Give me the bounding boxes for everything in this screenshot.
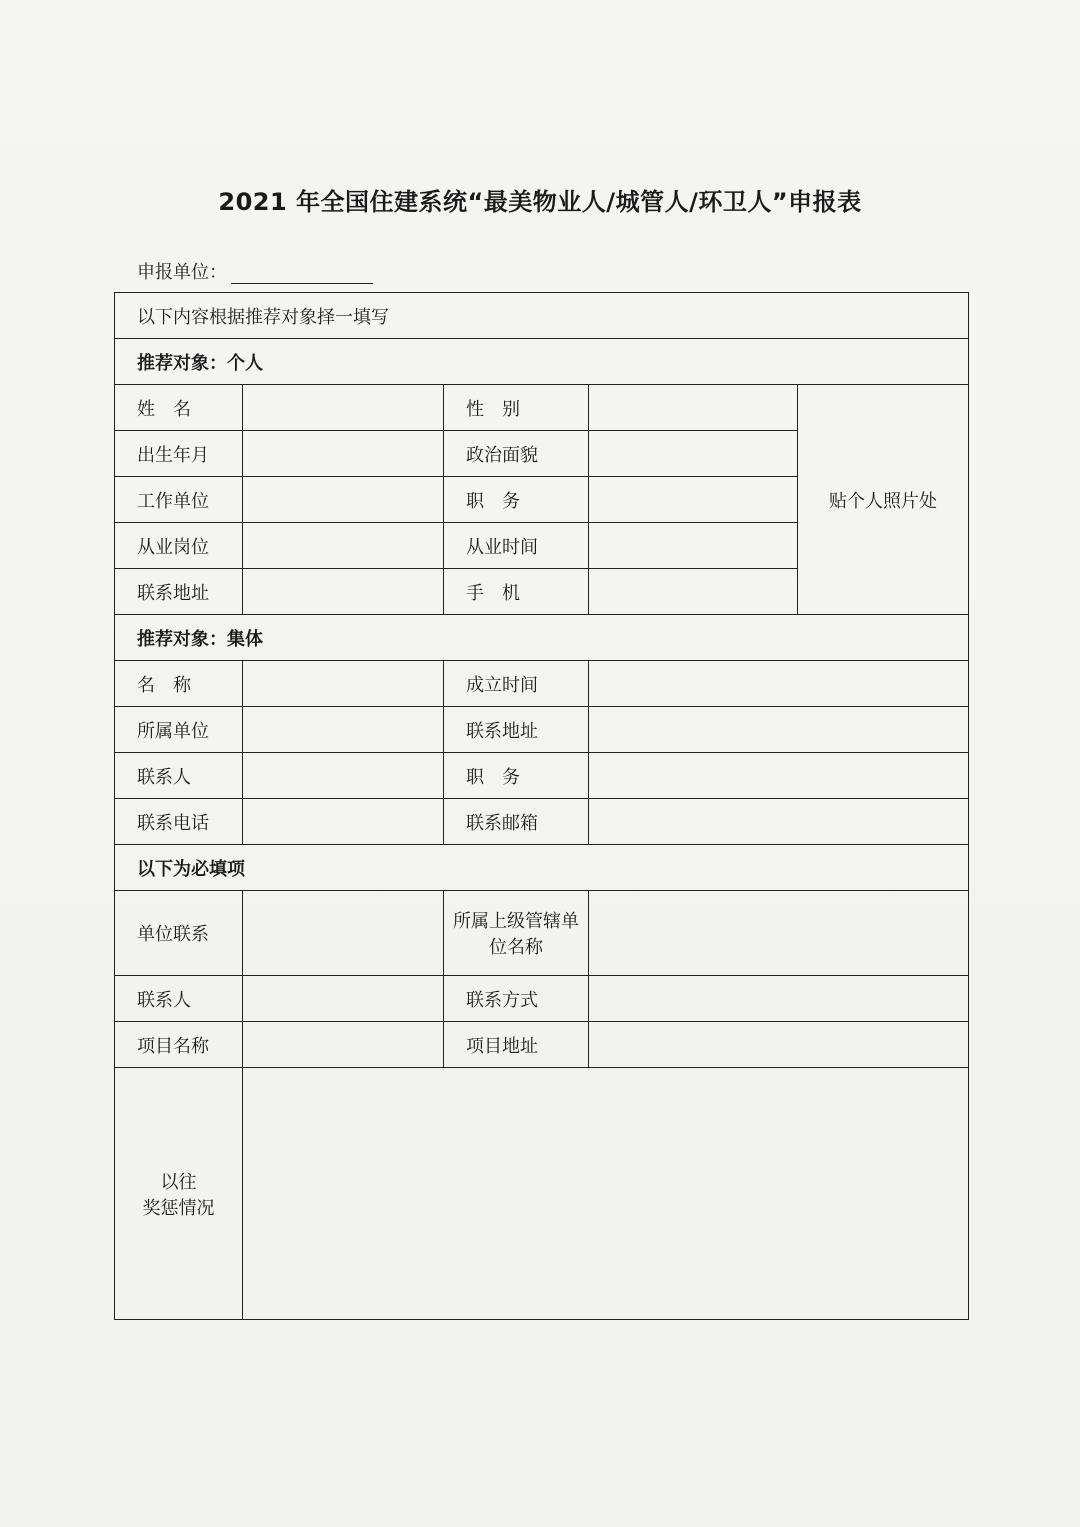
field-label-multiline — [444, 891, 589, 976]
field-value[interactable] — [243, 477, 444, 523]
field-label-line: 位名称 — [489, 937, 543, 958]
field-label: 单位联系 — [115, 891, 243, 976]
reporting-unit-line — [137, 258, 373, 284]
field-label: 联系地址 — [444, 707, 589, 753]
field-value[interactable] — [589, 891, 969, 976]
field-label: 工作单位 — [115, 477, 243, 523]
field-label: 联系方式 — [444, 976, 589, 1022]
field-value[interactable] — [589, 799, 969, 845]
field-label: 所属单位 — [115, 707, 243, 753]
field-label: 项目名称 — [115, 1022, 243, 1068]
reporting-unit-blank[interactable] — [231, 261, 373, 284]
field-label: 联系电话 — [115, 799, 243, 845]
application-table — [114, 292, 969, 1320]
field-value[interactable] — [243, 1022, 444, 1068]
field-label: 联系邮箱 — [444, 799, 589, 845]
collective-section-header: 推荐对象：集体 — [115, 615, 969, 661]
field-value[interactable] — [589, 431, 798, 477]
individual-section-header: 推荐对象：个人 — [115, 339, 969, 385]
field-value[interactable] — [589, 477, 798, 523]
field-value[interactable] — [243, 431, 444, 477]
field-label: 联系人 — [115, 976, 243, 1022]
reporting-unit-label: 申报单位： — [137, 262, 227, 283]
field-label: 联系地址 — [115, 569, 243, 615]
field-value[interactable] — [589, 976, 969, 1022]
field-value[interactable] — [243, 569, 444, 615]
field-value[interactable] — [243, 753, 444, 799]
field-label: 政治面貌 — [444, 431, 589, 477]
field-label: 项目地址 — [444, 1022, 589, 1068]
history-label-line: 以往 — [160, 1171, 197, 1193]
field-value[interactable] — [243, 707, 444, 753]
history-value[interactable] — [243, 1068, 969, 1320]
field-value[interactable] — [243, 976, 444, 1022]
field-label: 名 称 — [115, 661, 243, 707]
field-label: 姓 名 — [115, 385, 243, 431]
field-label: 成立时间 — [444, 661, 589, 707]
field-label: 性 别 — [444, 385, 589, 431]
form-title: 2021 年全国住建系统“最美物业人/城管人/环卫人”申报表 — [218, 188, 862, 216]
field-value[interactable] — [243, 523, 444, 569]
field-value[interactable] — [589, 707, 969, 753]
field-label: 出生年月 — [115, 431, 243, 477]
field-value[interactable] — [589, 569, 798, 615]
field-value[interactable] — [589, 385, 798, 431]
field-label-line: 所属上级管辖单 — [453, 911, 579, 932]
field-value[interactable] — [243, 891, 444, 976]
field-value[interactable] — [589, 753, 969, 799]
field-value[interactable] — [589, 661, 969, 707]
required-section-header: 以下为必填项 — [115, 845, 969, 891]
history-label-line: 奖惩情况 — [142, 1197, 215, 1219]
field-value[interactable] — [243, 799, 444, 845]
field-value[interactable] — [243, 661, 444, 707]
field-value[interactable] — [589, 523, 798, 569]
field-value[interactable] — [589, 1022, 969, 1068]
field-label: 从业时间 — [444, 523, 589, 569]
field-label: 职 务 — [444, 753, 589, 799]
field-label: 职 务 — [444, 477, 589, 523]
instruction-row: 以下内容根据推荐对象择一填写 — [115, 293, 969, 339]
photo-area[interactable]: 贴个人照片处 — [798, 385, 969, 615]
history-label — [115, 1068, 243, 1320]
field-label: 联系人 — [115, 753, 243, 799]
field-label: 从业岗位 — [115, 523, 243, 569]
field-label: 手 机 — [444, 569, 589, 615]
field-value[interactable] — [243, 385, 444, 431]
